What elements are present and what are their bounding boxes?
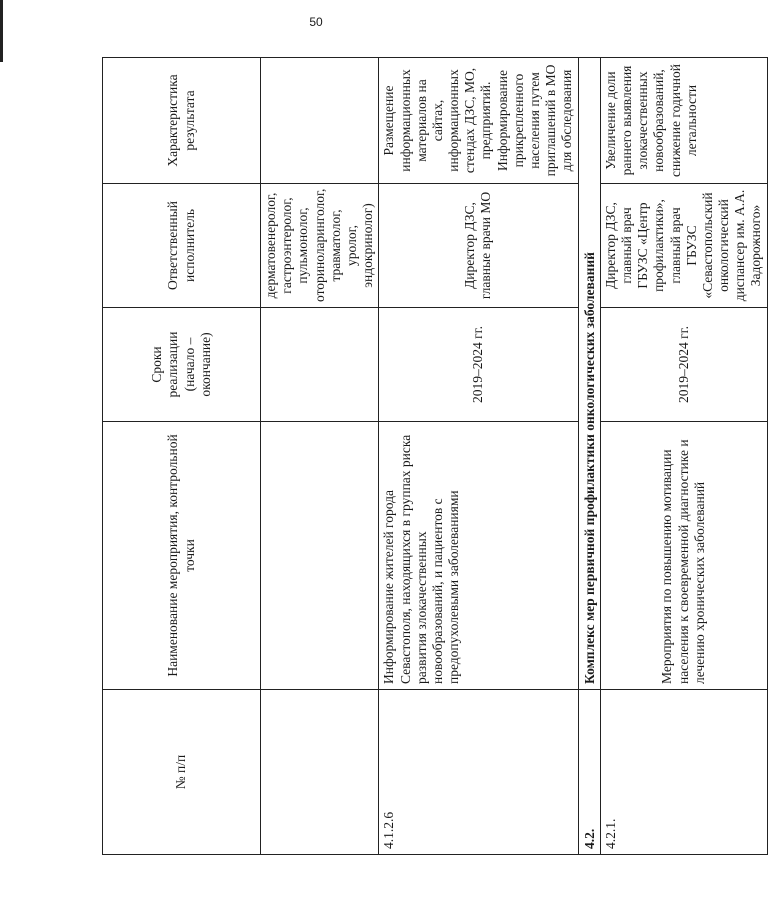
section-row-4-2 [578,58,600,855]
activities-table [102,57,768,855]
section-42-num: 4.2. [578,690,600,855]
row-4126-period: 2019–2024 гг. [379,308,578,422]
page-edge-mark [0,0,3,62]
table-row-4-2-1 [600,58,767,855]
row-421-num: 4.2.1. [600,690,767,855]
continuation-period-cell [261,308,379,422]
row-4126-responsible: Директор ДЗС, главные врачи МО [379,184,578,308]
page-number: 50 [309,15,323,29]
header-period: Сроки реализации (начало – окончание) [103,308,261,422]
rotated-table-wrapper [102,58,764,855]
row-4126-name: Информирование жителей города Севастополя, находящихся в группах риска развития злокачественных новообразований, и пациентов с предопухолевыми заболеваниями [379,422,578,690]
row-421-period: 2019–2024 гг. [600,308,767,422]
header-responsible: Ответственный исполнитель [103,184,261,308]
continuation-num-cell [261,690,379,855]
table-header-row [103,58,261,855]
row-4126-result: Размещение информационных материалов на сайтах, информационных стендах ДЗС, МО, предприятий. Информирование прикрепленного населения путем приглашений в МО для обследования [379,58,578,184]
row-421-result: Увеличение доли раннего выявления злокачественных новообразований, снижение годичной летальности [600,58,767,184]
continuation-name-cell [261,422,379,690]
row-421-name: Мероприятия по повышению мотивации населения к своевременной диагностике и лечению хронических заболеваний [600,422,767,690]
table-row-continuation [261,58,379,855]
continuation-result-cell [261,58,379,184]
header-name: Наименование мероприятия, контрольной точки [103,422,261,690]
header-num: № п/п [103,690,261,855]
row-4126-num: 4.1.2.6 [379,690,578,855]
row-421-responsible: Директор ДЗС, главный врач ГБУЗС «Центр профилактики», главный врач ГБУЗС «Севастопольский онкологический диспансер им. А.А. Задорожного» [600,184,767,308]
table-row-4-1-2-6 [379,58,578,855]
section-42-title: Комплекс мер первичной профилактики онкологических заболеваний [578,58,600,690]
continuation-responsible-cell: дерматовенеролог, гастроэнтеролог, пульмонолог, оториноларинголог, травматолог, уролог, эндокринолог) [261,184,379,308]
header-result: Характеристика результата [103,58,261,184]
